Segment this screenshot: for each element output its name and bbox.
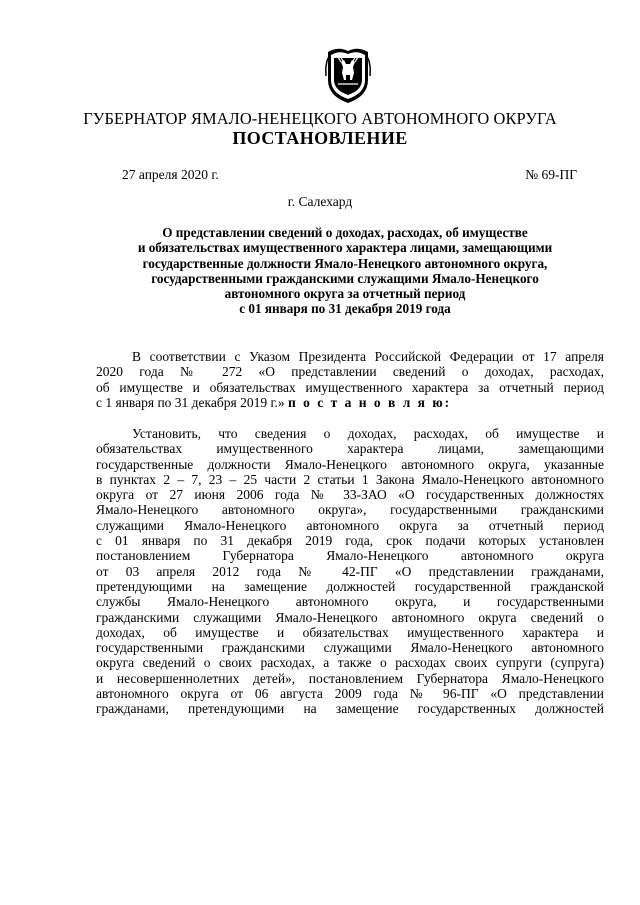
coat-of-arms-emblem xyxy=(324,46,372,104)
paragraph-line: В соответствии с Указом Президента Российской Федерации от 17 апреля xyxy=(132,349,604,364)
paragraph-line: округа от 27 июня 2006 года № 33-ЗАО «О государственных должностях xyxy=(96,487,604,503)
document-number: № 69-ПГ xyxy=(525,167,577,182)
title-line: с 01 января по 31 декабря 2019 года xyxy=(239,301,451,317)
paragraph-line: постановлением Губернатора Ямало-Ненецкого автономного округа xyxy=(96,548,604,564)
paragraph-line: в пунктах 2 – 7, 23 – 25 части 2 статьи 1 Закона Ямало-Ненецкого автономного xyxy=(96,471,604,487)
title-line: автономного округа за отчетный период xyxy=(224,286,466,302)
paragraph-line: служащими Ямало-Ненецкого автономного округа за отчетный период xyxy=(96,517,604,533)
title-line: государственными гражданскими служащими Ямало-Ненецкого xyxy=(151,270,539,286)
authority-heading: ГУБЕРНАТОР ЯМАЛО-НЕНЕЦКОГО АВТОНОМНОГО ОКРУГА xyxy=(83,109,557,128)
decree-verb: п о с т а н о в л я ю: xyxy=(287,394,452,410)
document-place: г. Салехард xyxy=(287,194,353,209)
paragraph-line: гражданами, претендующими на замещение государственных должностей xyxy=(96,701,604,717)
paragraph-line: от 03 апреля 2012 года № 42-ПГ «О представлении гражданами, xyxy=(96,563,604,579)
paragraph-line: государственные должности Ямало-Ненецкого автономного округа, указанные xyxy=(96,456,604,472)
paragraph-line: округа сведений о своих расходах, а также о расходах своих супруги (супруга) xyxy=(96,655,604,671)
paragraph-line: доходах, об имуществе и обязательствах имущественного характера и xyxy=(96,624,604,640)
document-date: 27 апреля 2020 г. xyxy=(122,167,219,182)
title-line: государственные должности Ямало-Ненецкого автономного округа, xyxy=(142,255,548,271)
preamble-paragraph xyxy=(96,349,604,410)
paragraph-line: и несовершеннолетних детей», постановлением Губернатора Ямало-Ненецкого xyxy=(96,670,604,686)
paragraph-line: об имуществе и обязательствах имущественного характера за отчетный период xyxy=(96,379,604,395)
main-paragraph xyxy=(96,426,604,717)
title-line: О представлении сведений о доходах, расходах, об имуществе xyxy=(162,225,528,240)
paragraph-line: 2020 года № 272 «О представлении сведений о доходах, расходах, xyxy=(96,364,604,380)
paragraph-line: государственными гражданскими служащими Ямало-Ненецкого автономного xyxy=(96,640,604,656)
paragraph-line: претендующими на замещение должностей государственной гражданской xyxy=(96,578,604,594)
paragraph-line: службы Ямало-Ненецкого автономного округа, и государственными xyxy=(96,594,604,610)
paragraph-line: Ямало-Ненецкого автономного округа», государственными гражданскими xyxy=(96,502,604,518)
paragraph-line xyxy=(96,395,604,410)
preamble-reference: с 1 января по 31 декабря 2019 г.» xyxy=(96,394,285,410)
paragraph-line: обязательствах имущественного характера лицами, замещающими xyxy=(96,441,604,457)
document-title xyxy=(95,225,595,317)
paragraph-line: Установить, что сведения о доходах, расходах, об имуществе и xyxy=(132,426,604,441)
paragraph-line: с 01 января по 31 декабря 2019 года, срок подачи которых установлен xyxy=(96,533,604,549)
document-type-heading: ПОСТАНОВЛЕНИЕ xyxy=(232,128,408,148)
paragraph-line: автономного округа от 06 августа 2009 года № 96-ПГ «О представлении xyxy=(96,686,604,702)
title-line: и обязательствах имущественного характера лицами, замещающими xyxy=(137,240,553,256)
paragraph-line: гражданскими служащими Ямало-Ненецкого автономного округа сведений о xyxy=(96,609,604,625)
